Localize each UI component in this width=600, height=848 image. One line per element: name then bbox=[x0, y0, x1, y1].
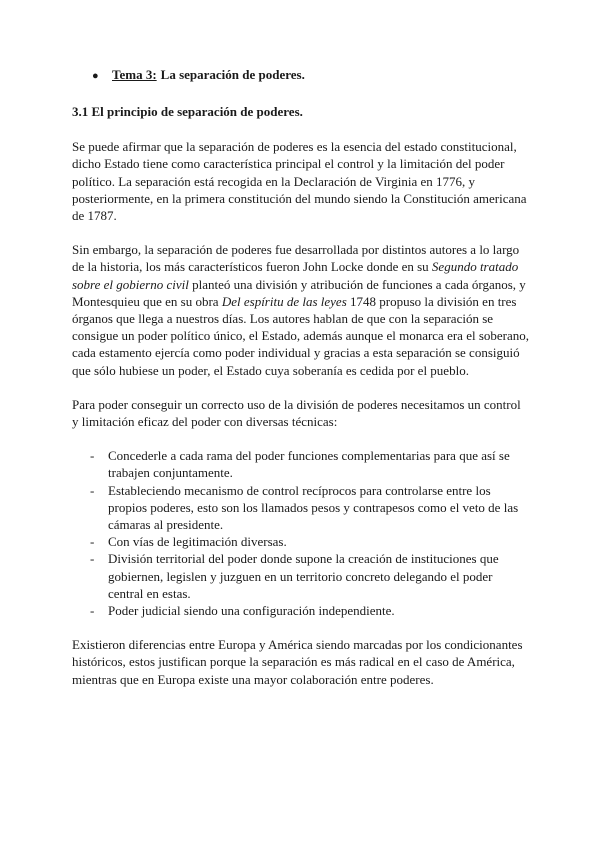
topic-title: La separación de poderes. bbox=[160, 67, 305, 82]
list-item bbox=[90, 533, 530, 550]
list-item bbox=[90, 550, 530, 602]
paragraph-2-italic-montesquieu: Del espíritu de las leyes bbox=[221, 293, 347, 309]
paragraph-2-part-a: Sin embargo, la separación de poderes fue desarrollada por distintos autores a lo largo de la historia, los más característicos fueron John Locke donde en su bbox=[72, 242, 520, 275]
list-item bbox=[90, 602, 530, 619]
topic-prefix: Tema 3: bbox=[112, 67, 157, 82]
paragraph-2 bbox=[72, 241, 530, 379]
list-item bbox=[90, 482, 530, 534]
dash-marker: - bbox=[90, 551, 95, 567]
dash-marker: - bbox=[90, 448, 95, 464]
dash-marker: - bbox=[90, 603, 95, 619]
document-body bbox=[72, 66, 530, 705]
list-item-text: Concederle a cada rama del poder funciones complementarias para que así se trabajen conjuntamente. bbox=[108, 448, 510, 481]
techniques-list bbox=[72, 447, 530, 619]
paragraph-2-part-c: 1748 propuso la división en tres órganos que llega a nuestros días. Los autores hablan de que con la separación se consigue un poder político único, el Estado, además aunque el monarca era el soberano, cada estamento ejercía como poder individual y gracias a esta separación se consiguió que sólo hubiese un poder, el Estado cuya soberanía es cedida por el pueblo. bbox=[72, 293, 530, 378]
paragraph-1: Se puede afirmar que la separación de poderes es la esencia del estado constitucional, dicho Estado tiene como característica principal el control y la limitación del poder político. La separación está recogida en la Declaración de Virginia en 1776, y posteriormente, en la primera constitución del mundo siendo la Constitución americana de 1787. bbox=[72, 139, 527, 224]
paragraph-2-italic-locke: Segundo tratado sobre el gobierno civil bbox=[72, 259, 519, 292]
list-item-text: División territorial del poder donde supone la creación de instituciones que gobiernen, legislen y juzguen en un territorio concreto delegando el poder central en estas. bbox=[108, 551, 499, 601]
topic-heading bbox=[92, 66, 530, 85]
list-item bbox=[90, 447, 530, 481]
paragraph-3: Para poder conseguir un correcto uso de la división de poderes necesitamos un control y limitación eficaz del poder con diversas técnicas: bbox=[72, 396, 521, 430]
bullet-icon: ● bbox=[92, 70, 99, 82]
list-item-text: Estableciendo mecanismo de control recíprocos para controlarse entre los propios poderes, esto son los llamados pesos y contrapesos como el veto de las cámaras al presidente. bbox=[108, 482, 519, 533]
list-item-text: Con vías de legitimación diversas. bbox=[108, 534, 287, 550]
dash-marker: - bbox=[90, 534, 95, 550]
section-title: 3.1 El principio de separación de poderes. bbox=[72, 104, 303, 120]
list-item-text: Poder judicial siendo una configuración independiente. bbox=[108, 603, 395, 619]
dash-marker: - bbox=[90, 482, 95, 498]
paragraph-4: Existieron diferencias entre Europa y América siendo marcadas por los condicionantes históricos, estos justifican porque la separación es más radical en el caso de América, mientras que en Europa existe una mayor colaboración entre poderes. bbox=[72, 637, 523, 687]
paragraph-2-part-b: planteó una división y atribución de funciones a cada órganos, y Montesquieu que en su obra bbox=[72, 276, 526, 309]
